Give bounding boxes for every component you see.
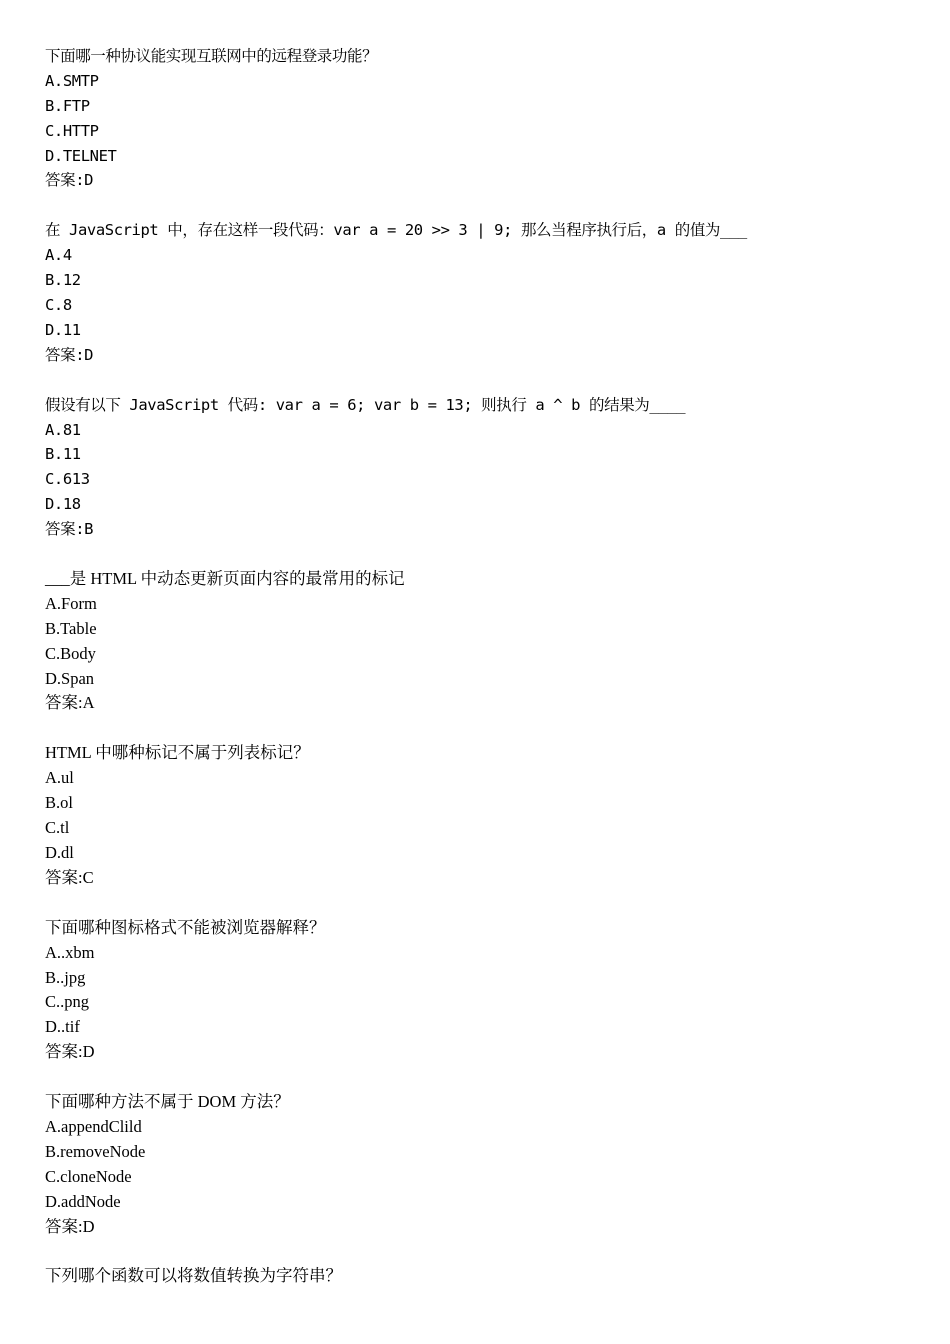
option-b: B.FTP [45, 96, 90, 115]
question-block [45, 1090, 925, 1239]
option-c: C.HTTP [45, 121, 99, 140]
option-c: C.8 [45, 296, 72, 315]
option-d: D.dl [45, 842, 74, 862]
option-b: B.12 [45, 271, 81, 290]
question-text: 下面哪种图标格式不能被浏览器解释？ [45, 917, 326, 937]
option-b: B.Table [45, 618, 97, 638]
question-text: 在 JavaScript 中，存在这样一段代码：var a = 20 >> 3 | 9; 那么当程序执行后，a 的值为___ [45, 221, 747, 240]
question-block [45, 393, 925, 542]
option-d: D..tif [45, 1017, 80, 1037]
answer-line: 答案:B [45, 520, 94, 539]
option-a: A.Form [45, 593, 97, 613]
option-d: D.18 [45, 495, 81, 514]
option-b: B.removeNode [45, 1141, 146, 1161]
option-c: C..png [45, 992, 90, 1012]
option-c: C.cloneNode [45, 1166, 132, 1186]
option-a: A..xbm [45, 942, 95, 962]
option-b: B.ol [45, 793, 73, 813]
document-page [45, 44, 925, 1314]
question-block [45, 1264, 925, 1289]
option-c: C.613 [45, 470, 90, 489]
answer-line: 答案:D [45, 171, 94, 190]
option-d: D.Span [45, 668, 95, 688]
option-a: A.SMTP [45, 71, 99, 90]
question-text: 假设有以下 JavaScript 代码: var a = 6; var b = 13; 则执行 a ^ b 的结果为____ [45, 395, 686, 414]
question-text: HTML 中哪种标记不属于列表标记？ [45, 743, 310, 763]
option-c: C.tl [45, 818, 70, 838]
answer-line: 答案:D [45, 345, 94, 364]
question-text: 下面哪一种协议能实现互联网中的远程登录功能？ [45, 47, 378, 65]
option-c: C.Body [45, 643, 96, 663]
option-d: D.TELNET [45, 146, 117, 165]
question-text: 下列哪个函数可以将数值转换为字符串？ [45, 1266, 342, 1286]
answer-line: 答案:C [45, 867, 94, 887]
answer-line: 答案:D [45, 1042, 95, 1062]
answer-line: 答案:D [45, 1216, 95, 1236]
option-b: B.11 [45, 445, 81, 464]
option-d: D.addNode [45, 1191, 121, 1211]
question-block [45, 741, 925, 890]
option-d: D.11 [45, 320, 81, 339]
option-a: A.4 [45, 246, 72, 265]
option-a: A.81 [45, 420, 81, 439]
question-block [45, 916, 925, 1065]
answer-line: 答案:A [45, 693, 95, 713]
question-block [45, 567, 925, 716]
question-text: 下面哪种方法不属于 DOM 方法？ [45, 1092, 290, 1112]
option-a: A.ul [45, 768, 74, 788]
question-block [45, 218, 925, 367]
option-b: B..jpg [45, 967, 86, 987]
question-block [45, 44, 925, 193]
question-text: ___是 HTML 中动态更新页面内容的最常用的标记 [45, 569, 405, 589]
option-a: A.appendClild [45, 1116, 142, 1136]
